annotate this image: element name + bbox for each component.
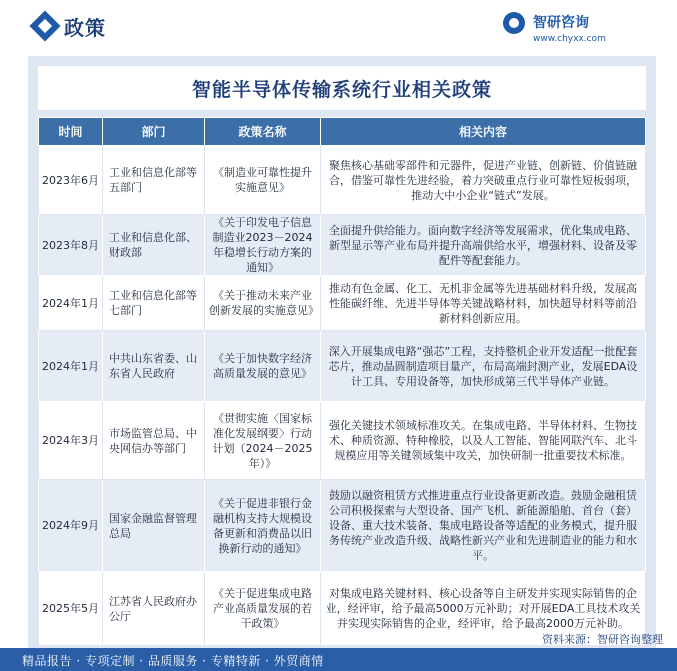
cell-content: 对集成电路关键材料、核心设备等自主研发并实现实际销售的企业，经评审，给予最高5000万元补助；对开展EDA工具技术攻关并实现实际销售的企业，经评审，给予最高2000万元补助。	[321, 572, 646, 646]
policy-table	[38, 117, 646, 646]
cell-dept: 工业和信息化部、财政部	[103, 215, 205, 276]
cell-content: 推动有色金属、化工、无机非金属等先进基础材料升级，发展高性能碳纤维、先进半导体等关键战略材料，加快超导材料等前沿新材料创新应用。	[321, 276, 646, 331]
column-header-time: 时间	[39, 118, 103, 146]
table-row	[39, 276, 646, 331]
logo-url: www.chyxx.com	[533, 34, 606, 44]
cell-policy-name: 《关于促进非银行金融机构支持大规模设备更新和消费品以旧换新行动的通知》	[205, 480, 321, 572]
cell-content: 深入开展集成电路“强芯”工程，支持整机企业开发适配一批配套芯片，推动晶圆制造项目量产，布局高端封测产业，发展EDA设计工具、专用设备等，加快形成第三代半导体产业链。	[321, 331, 646, 402]
table-header-row	[39, 118, 646, 146]
section-title: 政策	[64, 16, 106, 40]
cell-time: 2023年8月	[39, 215, 103, 276]
footer-services: 精品报告 · 专项定制 · 品质服务 · 专精特新 · 外贸商情	[22, 654, 324, 668]
table-row	[39, 402, 646, 480]
cell-policy-name: 《关于加快数字经济高质量发展的意见》	[205, 331, 321, 402]
cell-content: 全面提升供给能力。面向数字经济等发展需求，优化集成电路、新型显示等产业布局并提升高端供给水平，增强材料、设备及零配件等配套能力。	[321, 215, 646, 276]
column-header-name: 政策名称	[205, 118, 321, 146]
cell-policy-name: 《贯彻实施〈国家标准化发展纲要〉行动计划（2024－2025年）》	[205, 402, 321, 480]
cell-content: 强化关键技术领域标准攻关。在集成电路、半导体材料、生物技术、种质资源、特种橡胶，以及人工智能、智能网联汽车、北斗规模应用等关键领域集中攻关，加快研制一批重要技术标准。	[321, 402, 646, 480]
cell-policy-name: 《制造业可靠性提升实施意见》	[205, 146, 321, 215]
cell-content: 鼓励以融资租赁方式推进重点行业设备更新改造。鼓励金融租赁公司积极探索与大型设备、国产飞机、新能源船舶、首台（套）设备、重大技术装备、集成电路设备等适配的业务模式，提升服务传统产业改造升级、战略性新兴产业和先进制造业的能力和水平。	[321, 480, 646, 572]
cell-dept: 市场监管总局、中央网信办等部门	[103, 402, 205, 480]
table-title: 智能半导体传输系统行业相关政策	[191, 78, 492, 101]
cell-dept: 江苏省人民政府办公厅	[103, 572, 205, 646]
brand-logo	[489, 8, 659, 48]
column-header-content: 相关内容	[321, 118, 646, 146]
cell-time: 2024年9月	[39, 480, 103, 572]
diamond-icon	[29, 10, 60, 41]
table-title-bar	[38, 66, 646, 110]
cell-time: 2023年6月	[39, 146, 103, 215]
table-row	[39, 146, 646, 215]
cell-policy-name: 《关于推动未来产业创新发展的实施意见》	[205, 276, 321, 331]
page-header	[0, 0, 677, 56]
cell-dept: 中共山东省委、山东省人民政府	[103, 331, 205, 402]
cell-time: 2024年1月	[39, 331, 103, 402]
cell-policy-name: 《关于促进集成电路产业高质量发展的若干政策》	[205, 572, 321, 646]
logo-circle-icon	[503, 12, 525, 34]
table-row	[39, 215, 646, 276]
logo-name: 智研咨询	[533, 15, 589, 31]
table-row	[39, 331, 646, 402]
cell-dept: 工业和信息化部等七部门	[103, 276, 205, 331]
table-row	[39, 480, 646, 572]
column-header-dept: 部门	[103, 118, 205, 146]
cell-time: 2025年5月	[39, 572, 103, 646]
cell-dept: 工业和信息化部等五部门	[103, 146, 205, 215]
footer-bar	[0, 648, 677, 671]
cell-dept: 国家金融监督管理总局	[103, 480, 205, 572]
cell-time: 2024年3月	[39, 402, 103, 480]
cell-content: 聚焦核心基础零部件和元器件，促进产业链、创新链、价值链融合，借鉴可靠性先进经验，着力突破重点行业可靠性短板弱项，推动大中小企业“链式”发展。	[321, 146, 646, 215]
cell-time: 2024年1月	[39, 276, 103, 331]
cell-policy-name: 《关于印发电子信息制造业2023－2024年稳增长行动方案的通知》	[205, 215, 321, 276]
source-note: 资料来源：智研咨询整理	[542, 633, 663, 646]
